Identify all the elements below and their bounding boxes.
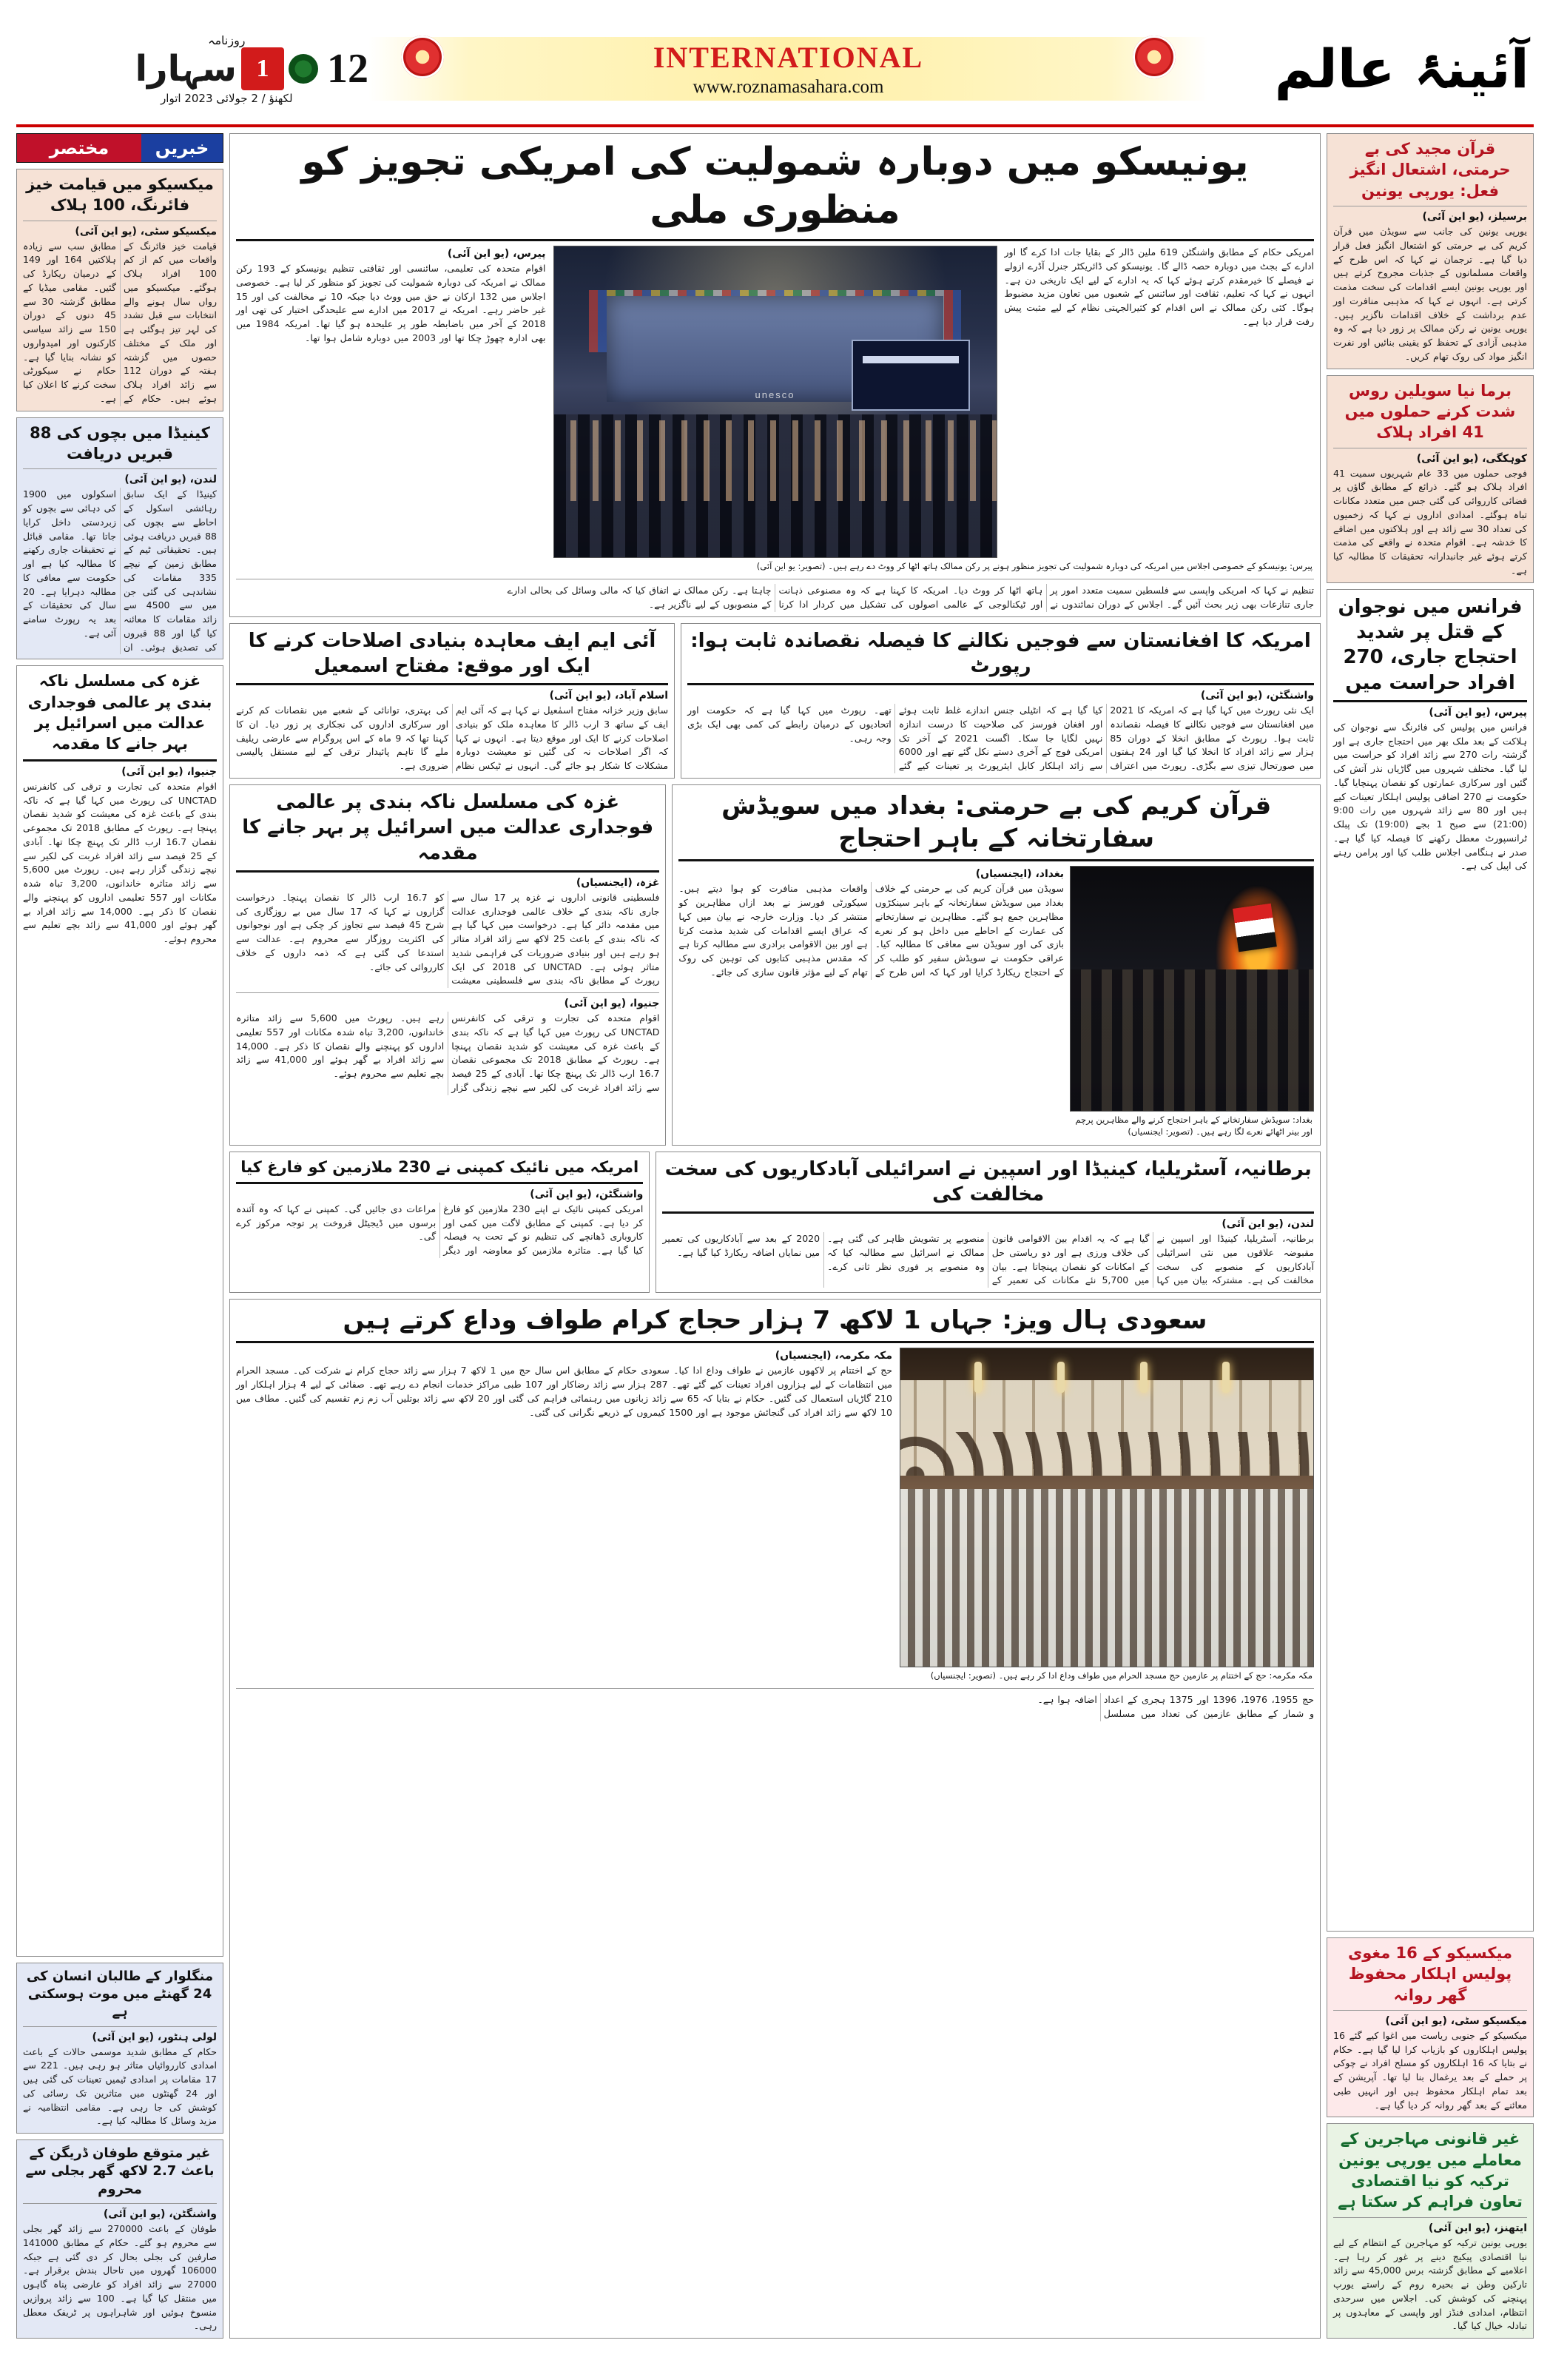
article-body: یورپی یونین کی جانب سے سویڈن میں قرآن کریم کی بے حرمتی کو اشتعال انگیز فعل قرار دیا گیا ہے۔ ترجمان نے کہا کہ اس طرح کے واقعات مسلمانوں کے جذبات مجروح کرتے ہیں اور یورپی یونین ایسے اقدامات کی سخت مذمت کرتی ہے۔ انہوں نے کہا کہ مذہبی منافرت اور عدم برداشت کے خلاف اقدامات ناگزیر ہیں۔ یورپی یونین نے رکن ممالک پر زور دیا ہے کہ وہ مذہبی آزادی کے تحفظ کو یقینی بنائیں اور نفرت انگیز مواد کی روک تھام کریں۔	[1333, 226, 1527, 362]
article-body: حج کے اختتام پر لاکھوں عازمین نے طواف وداع ادا کیا۔ سعودی حکام کے مطابق اس سال حج میں 1 لاکھ 7 ہزار سے زائد حجاج کرام نے شرکت کی۔ مسجد الحرام میں انتظامات کے لیے ہزاروں افراد تعینات کیے گئے تھے۔ 287 ہزار سے زائد رضاکار اور 107 طبی مراکز خدمات انجام دے رہے تھے۔ صفائی کے لیے 4 ہزار اہلکار اور 210 گاڑیاں استعمال کی گئیں۔ حکام نے بتایا کہ 65 سے زائد زبانوں میں رہنمائی فراہم کی گئی اور 20 لاکھ سے زائد بوتلیں آب زم زم تقسیم کی گئیں۔ مطاف میں 10 لاکھ سے زائد افراد کی گنجائش موجود ہے اور 1500 کیمروں کے ذریعے نگرانی کی گئی۔	[236, 1365, 893, 1418]
sidebar-right-item-1	[16, 417, 223, 660]
story-flood	[16, 2139, 223, 2339]
article-body: میکسیکو کے جنوبی ریاست میں اغوا کیے گئے 16 پولیس اہلکاروں کو بازیاب کرا لیا گیا ہے۔ حکام نے بتایا کہ 16 اہلکاروں کو مسلح افراد نے چوکی پر حملے کے بعد یرغمال بنا لیا تھا۔ آپریشن کے بعد تمام اہلکار محفوظ ہیں اور انہیں طبی معائنے کے بعد گھر روانہ کر دیا گیا ہے۔	[1333, 2029, 1527, 2111]
photo-screen	[852, 340, 969, 411]
photo-raised-hands	[554, 420, 997, 501]
logo-wordmark: سہارا	[135, 47, 237, 90]
byline: میکسیکو سٹی، (یو این آئی)	[1385, 2014, 1527, 2027]
headline: غیر قانونی مہاجرین کے معاملے میں یورپی یونین ترکیہ کو نیا اقتصادی تعاون فراہم کر سکتا ہے	[1338, 2130, 1523, 2211]
byline: لولی ہنٹور، (یو این آئی)	[92, 2031, 217, 2043]
photo-lamp-4-icon	[1222, 1362, 1230, 1393]
byline: لندن، (یو این آئی)	[1222, 1218, 1314, 1231]
sidebar-left	[1327, 133, 1534, 2339]
lead-paragraph-3: تنظیم نے کہا کہ امریکی واپسی سے فلسطین سمیت متعدد امور پر جاری تنازعات بھی زیر بحث آئیں گے۔ اجلاس کے دوران نمائندوں نے ہاتھ اٹھا کر ووٹ دیا۔ امریکہ کا کہنا ہے کہ وہ مصنوعی ذہانت اور ٹیکنالوجی کے عالمی اصولوں کی تشکیل میں کردار ادا کرنا چاہتا ہے۔ رکن ممالک نے اتفاق کیا کہ مالی وسائل کی بحالی ادارے کے منصوبوں کے لیے ناگزیر ہے۔	[507, 585, 1314, 610]
newspaper-logo	[135, 33, 318, 105]
story-hajj	[229, 1299, 1321, 2339]
photo-lamp-1-icon	[974, 1362, 982, 1393]
article-body: حکام کے مطابق شدید موسمی حالات کے باعث امدادی کارروائیاں متاثر ہو رہی ہیں۔ 221 سے 17 مقامات پر امدادی ٹیمیں تعینات کی گئی ہیں اور 24 گھنٹوں میں متاثرین تک رسائی کی کوشش کی جا رہی ہے۔ مقامی انتظامیہ نے مزید وسائل کا مطالبہ کیا ہے۔	[23, 2045, 217, 2127]
headline: فرانس میں نوجوان کے قتل پر شدید احتجاج جاری، 270 افراد حراست میں	[1338, 595, 1523, 694]
hajj-photo	[900, 1348, 1314, 1667]
lead-headline: یونیسکو میں دوبارہ شمولیت کی امریکی تجویز کو منظوری ملی	[301, 140, 1249, 232]
byline: لندن، (یو این آئی)	[124, 474, 217, 486]
story-quran-protest	[672, 784, 1321, 1146]
masthead-section-title-urdu	[1208, 13, 1534, 124]
byline: برسیلز، (یو این آئی)	[1422, 211, 1527, 223]
article-body: یورپی یونین ترکیہ کو مہاجرین کے انتظام کے لیے نیا اقتصادی پیکیج دینے پر غور کر رہا ہے۔ اعلامیے کے مطابق گزشتہ برس 45,000 سے زائد تارکین وطن نے بحیرہ روم کے راستے یورپ پہنچنے کی کوشش کی۔ اجلاس میں سرحدی انتظام، امدادی فنڈز اور واپسی کے معاہدوں پر تبادلہ خیال کیا گیا۔	[1333, 2236, 1527, 2332]
story-gaza-sidebar	[16, 665, 223, 1956]
headline: غیر متوقع طوفان ڈریگن کے باعث 2.7 لاکھ گھر بجلی سے محروم	[25, 2145, 215, 2197]
photo-pilgrims	[900, 1489, 1313, 1667]
byline: غزہ، (ایجنسیاں)	[576, 876, 660, 889]
lead-story	[229, 133, 1321, 617]
sidebar-right-item-0	[16, 169, 223, 411]
article-body: سویڈن میں قرآن کریم کی بے حرمتی کے خلاف بغداد میں سویڈش سفارتخانہ کے باہر سینکڑوں مظاہرین جمع ہو گئے۔ مظاہرین نے سفارتخانے کی عمارت کے احاطے میں داخل ہو کر نعرے بازی کی اور سویڈن سے معافی کا مطالبہ کیا۔ عراقی حکومت نے سویڈش سفیر کو طلب کر کے احتجاج ریکارڈ کرایا اور کہا کہ اس طرح کے واقعات مذہبی منافرت کو ہوا دیتے ہیں۔ سیکورٹی فورسز نے بعد ازاں مظاہرین کو منتشر کر دیا۔ وزارت خارجہ نے بیان میں کہا کہ عراق ایسے اقدامات کی شدید مذمت کرتا ہے اور بین الاقوامی برادری سے مطالبہ کرتا ہے کہ مقدس مذہبی کتابوں کی توہین کی روک تھام کے لیے مؤثر قانون سازی کی جائے۔	[678, 883, 1064, 978]
article-body-unctad: اقوام متحدہ کی تجارت و ترقی کی کانفرنس UNCTAD کی رپورٹ میں کہا گیا ہے کہ ناکہ بندی کے باعث غزہ کی معیشت کو شدید نقصان پہنچا ہے۔ رپورٹ کے مطابق 2018 تک مجموعی نقصان 16.7 ارب ڈالر تک پہنچ چکا تھا۔ آبادی کے 25 فیصد سے زائد افراد غربت کی لکیر سے نیچے زندگی گزار رہے ہیں۔ رپورٹ میں 5,600 سے زائد متاثرہ خاندانوں، 3,200 تباہ شدہ مکانات اور 557 تعلیمی اداروں کو پہنچنے والے نقصان کا ذکر ہے۔ 14,000 سے زائد افراد بے گھر ہوئے اور 41,000 سے زائد بچے تعلیم سے محروم ہوئے۔	[236, 1012, 660, 1093]
article-body: ایک نئی رپورٹ میں کہا گیا ہے کہ امریکہ کا 2021 میں افغانستان سے فوجیں نکالنے کا فیصلہ نقصاندہ ثابت ہوا۔ رپورٹ کے مطابق انخلا کے دوران 85 ہزار سے زائد افراد کا انخلا کیا گیا اور 24 ہفتوں میں صورتحال تیزی سے بگڑی۔ رپورٹ میں اعتراف کیا گیا ہے کہ انٹیلی جنس اندازے غلط ثابت ہوئے اور افغان فورسز کی صلاحیت کا درست اندازہ نہیں لگایا جا سکا۔ اگست 2021 کے آخر تک امریکی فوج کے آخری دستے نکل گئے تھے اور 6000 سے زائد اہلکار کابل ایئرپورٹ پر تعینات کیے گئے تھے۔ رپورٹ میں کہا گیا ہے کہ حکومت اور اتحادیوں کے درمیان رابطے کی کمی بھی ایک بڑی وجہ رہی۔	[687, 705, 1314, 772]
byline-unctad: جنیوا، (یو این آئی)	[564, 998, 660, 1010]
lead-byline: پیرس، (یو این آئی)	[447, 248, 546, 260]
story-imf	[229, 623, 675, 779]
story-france	[1327, 589, 1534, 1932]
article-body: فلسطینی قانونی اداروں نے غزہ پر 17 سال سے جاری ناکہ بندی کے خلاف عالمی فوجداری عدالت میں مقدمہ دائر کیا ہے۔ درخواست میں کہا گیا ہے کہ ناکہ بندی کے باعث 25 لاکھ سے زائد افراد متاثر ہو رہے ہیں اور بنیادی ضروریات کی فراہمی شدید متاثر ہوئی ہے۔ UNCTAD کی 2018 کی ایک رپورٹ کے مطابق ناکہ بندی سے فلسطینی معیشت کو 16.7 ارب ڈالر کا نقصان پہنچا۔ درخواست گزاروں نے کہا کہ 17 سال میں بے روزگاری کی شرح 45 فیصد سے تجاوز کر چکی ہے اور نوجوانوں کی اکثریت روزگار سے محروم ہے۔ عدالت سے استدعا کی گئی ہے کہ ذمہ داروں کے خلاف کارروائی کی جائے۔	[236, 891, 660, 986]
headline: کینیڈا میں بچوں کی 88 قبریں دریافت	[30, 423, 210, 463]
sidebar-left-item-0	[1327, 133, 1534, 369]
sidebar-left-item-2	[1327, 1937, 1534, 2118]
photo-lamp-2-icon	[1057, 1362, 1065, 1393]
story-israel-settlements	[656, 1152, 1321, 1294]
article-body: فرانس میں پولیس کی فائرنگ سے نوجوان کی ہلاکت کے بعد ملک بھر میں احتجاج جاری ہے اور گزشتہ رات 270 سے زائد افراد کو حراست میں لیا گیا۔ مختلف شہروں میں گاڑیاں نذر آتش کی گئیں اور سرکاری عمارتوں کو نقصان پہنچایا گیا۔ حکومت نے 270 اضافی پولیس اہلکار تعینات کیے ہیں اور 80 سے زائد شہروں میں رات 9:00 (21:00) سے صبح 1 بجے (19:00) تک پبلک ٹرانسپورٹ معطل رکھنے کا فیصلہ کیا گیا ہے۔ صدر نے ہنگامی اجلاس طلب کیا اور پرامن رہنے کی اپیل کی ہے۔	[1333, 721, 1528, 872]
headline: منگلوار کے طالبان انسان کی 24 گھنٹے میں موت ہوسکتی ہے	[26, 1968, 214, 2020]
section-title-english: INTERNATIONAL	[653, 41, 924, 74]
page-body	[16, 133, 1534, 2339]
byline: بغداد، (ایجنسیاں)	[975, 868, 1064, 881]
logo-emblem-icon	[289, 54, 318, 84]
story-afghan-quake	[16, 1963, 223, 2134]
headline: غزہ کی مسلسل ناکہ بندی پر عالمی فوجداری عدالت میں اسرائیل پر بہر جانے کا مقدمہ	[242, 790, 654, 864]
headline: میکسیکو کے 16 مغوی پولیس اہلکار محفوظ گھر روانہ	[1347, 1943, 1513, 2004]
byline: میکسیکو سٹی، (یو این آئی)	[75, 225, 217, 238]
logo-top-text: روزنامہ	[208, 33, 246, 47]
article-body: سابق وزیر خزانہ مفتاح اسمٰعیل نے کہا ہے کہ آئی ایم ایف کے ساتھ 3 ارب ڈالر کا معاہدہ ملک کو بنیادی اصلاحات کرنے کا ایک اور موقع دیتا ہے۔ انہوں نے کہا کہ اگر اصلاحات نہ کی گئیں تو معیشت دوبارہ مشکلات کا شکار ہو جائے گی۔ انہوں نے ٹیکس نظام کی بہتری، توانائی کے شعبے میں نقصانات کم کرنے اور سرکاری اداروں کی نجکاری پر زور دیا۔ ان کا کہنا تھا کہ 9 ماہ کے اس پروگرام سے عارضی ریلیف ملے گا تاہم پائیدار ترقی کے لیے مستقل پالیسی ضروری ہے۔	[236, 705, 669, 772]
protest-photo-caption: بغداد: سویڈش سفارتخانے کے باہر احتجاج کرنے والے مظاہرین پرچم اور بینر اٹھائے نعرے لگا رہے ہیں۔ (تصویر: ایجنسیاں)	[1075, 1115, 1313, 1137]
headline: قرآن مجید کی بے حرمتی، اشتعال انگیز فعل: یورپی یونین	[1349, 140, 1511, 200]
flower-ornament-left-icon	[401, 36, 444, 78]
section-title-urdu: آئینۂ عالم	[1274, 38, 1529, 100]
brief-news-label-blue: خبریں	[141, 134, 223, 162]
masthead-banner	[368, 37, 1208, 101]
lead-photo-caption: پیرس: یونیسکو کے خصوصی اجلاس میں امریکہ کی دوبارہ شمولیت کی تجویز منظور ہونے پر رکن ممالک ہاتھ اٹھا کر ووٹ دے رہے ہیں۔ (تصویر: یو این آئی)	[756, 561, 1313, 571]
article-body: فوجی حملوں میں 33 عام شہریوں سمیت 41 افراد ہلاک ہو گئے۔ ذرائع کے مطابق گاؤں پر فضائی کارروائی کی گئی جس میں متعدد مکانات تباہ ہوگئے۔ امدادی اداروں نے کہا کہ زخمیوں کی تعداد 30 سے زائد ہے اور ہلاکتوں میں اضافے کا خدشہ ہے۔ اقوام متحدہ نے واقعے کی مذمت کرتے ہوئے غیر جانبدارانہ تحقیقات کا مطالبہ کیا ہے۔	[1333, 467, 1527, 576]
flower-ornament-right-icon	[1133, 36, 1176, 78]
byline: واشنگٹن، (یو این آئی)	[103, 2208, 217, 2220]
headline: غزہ کی مسلسل ناکہ بندی پر عالمی فوجداری عدالت میں اسرائیل پر بہر جانے کا مقدمہ	[27, 672, 212, 753]
headline: امریکہ میں نائیک کمپنی نے 230 ملازمین کو فارغ کیا	[240, 1157, 639, 1176]
lead-paragraph-1: اقوام متحدہ کی تعلیمی، سائنسی اور ثقافتی تنظیم یونیسکو کے 193 رکن ممالک نے امریکہ کی دوبارہ شمولیت کی تجویز کو منظور کر لیا ہے۔ خصوصی اجلاس میں 132 ارکان نے حق میں ووٹ دیا جبکہ 10 نے مخالفت کی اور 15 غیر حاضر رہے۔ امریکہ نے 2017 میں ادارے سے علیحدگی اختیار کی تھی اور 2018 کے آخر میں باضابطہ طور پر علیحدہ ہو گیا تھا۔ امریکہ 1984 میں بھی ادارہ چھوڑ چکا تھا اور 2003 میں دوبارہ شامل ہوا تھا۔	[236, 263, 546, 343]
byline: کوہکگی، (یو این آئی)	[1416, 452, 1527, 465]
hajj-sub-note: حج 1955، 1976، 1396 اور 1375 ہجری کے اعداد و شمار کے مطابق عازمین کی تعداد میں مسلسل اضافہ ہوا ہے۔	[1037, 1694, 1314, 1720]
lead-photo	[553, 246, 997, 558]
byline: پیرس، (یو این آئی)	[1429, 706, 1527, 719]
photo-arches	[900, 1380, 1313, 1476]
masthead-left	[16, 13, 368, 124]
photo-unesco-label: unesco	[755, 389, 795, 401]
article-body: برطانیہ، آسٹریلیا، کینیڈا اور اسپین نے مقبوضہ علاقوں میں نئی اسرائیلی آبادکاریوں کے منصوبے کی سخت مخالفت کی ہے۔ مشترکہ بیان میں کہا گیا ہے کہ یہ اقدام بین الاقوامی قانون کی خلاف ورزی ہے اور دو ریاستی حل کے امکانات کو نقصان پہنچاتا ہے۔ بیان میں 5,700 نئے مکانات کی تعمیر کے منصوبے پر تشویش ظاہر کی گئی ہے۔ ممالک نے اسرائیل سے مطالبہ کیا کہ وہ منصوبے پر فوری نظر ثانی کرے۔ 2020 کے بعد سے آبادکاریوں کی تعمیر میں نمایاں اضافہ ریکارڈ کیا گیا ہے۔	[662, 1233, 1314, 1286]
brief-news-label-red: مختصر	[17, 134, 141, 162]
logo-badge: 1	[241, 47, 284, 90]
headline: آئی ایم ایف معاہدہ بنیادی اصلاحات کرنے کا ایک اور موقع: مفتاح اسمعیل	[248, 629, 656, 677]
headline: قرآن کریم کی بے حرمتی: بغداد میں سویڈش سفارتخانہ کے باہر احتجاج	[721, 790, 1272, 854]
masthead-center	[368, 13, 1208, 124]
story-nike	[229, 1152, 650, 1294]
page-number: 12	[327, 46, 368, 92]
article-body: کینیڈا کے ایک سابق رہائشی اسکول کے احاطے سے بچوں کی 88 قبریں دریافت ہوئی ہیں۔ تحقیقاتی ٹیم کے مطابق زمین کے نیچے 335 مقامات کی نشاندہی کی گئی جن میں سے 4500 سے زائد مقامات کا معائنہ کیا گیا اور 88 قبروں کی تصدیق ہوئی۔ ان اسکولوں میں 1900 کی دہائی سے بچوں کو زبردستی داخل کرایا جاتا تھا۔ مقامی قبائل نے تحقیقات جاری رکھنے کا مطالبہ کیا ہے اور حکومت سے معافی کا مطالبہ دہرایا ہے۔ 20 سال کی تحقیقات کے بعد یہ رپورٹ سامنے آئی ہے۔	[23, 488, 217, 653]
protest-photo	[1070, 866, 1314, 1112]
sidebar-left-item-3	[1327, 2123, 1534, 2339]
article-body: طوفان کے باعث 270000 سے زائد گھر بجلی سے محروم ہو گئے۔ حکام کے مطابق 141000 صارفین کی بجلی بحال کر دی گئی ہے جبکہ 106000 گھروں میں تاحال بندش برقرار ہے۔ 27000 سے زائد افراد کو عارضی پناہ گاہوں میں منتقل کیا گیا ہے۔ 100 سے زائد پروازیں منسوخ ہوئیں اور شاہراہوں پر ٹریفک معطل رہی۔	[23, 2223, 217, 2332]
issue-date: لکھنؤ / 2 جولائی 2023 اتوار	[161, 91, 293, 105]
story-gaza	[229, 784, 666, 1146]
story-afghanistan	[681, 623, 1321, 779]
sidebar-right	[16, 133, 223, 2339]
photo-iraq-flag	[1233, 904, 1277, 952]
headline: میکسیکو میں قیامت خیز فائرنگ، 100 ہلاک	[26, 175, 214, 215]
byline: مکہ مکرمہ، (ایجنسیاں)	[775, 1350, 892, 1362]
byline: واشنگٹن، (یو این آئی)	[530, 1188, 644, 1200]
byline: واشنگٹن، (یو این آئی)	[1200, 690, 1314, 702]
website-url[interactable]: www.roznamasahara.com	[693, 77, 884, 97]
brief-news-header	[16, 133, 223, 163]
hajj-photo-caption: مکہ مکرمہ: حج کے اختتام پر عازمین حج مسجد الحرام میں طواف وداع ادا کر رہے ہیں۔ (تصویر: ایجنسیاں)	[930, 1670, 1313, 1681]
article-body: قیامت خیز فائرنگ کے واقعات میں کم از کم 100 افراد ہلاک ہوگئے۔ میکسیکو میں رواں سال ہونے والے انتخابات سے قبل تشدد کی لہر تیز ہوگئی ہے اور ملک کے مختلف حصوں میں گزشتہ ہفتہ کے دوران 112 سے زائد افراد ہلاک ہوئے ہیں۔ حکام کے مطابق سب سے زیادہ ہلاکتیں 164 اور 149 کے درمیان ریکارڈ کی گئیں۔ مقامی میڈیا کے مطابق گزشتہ 30 سے 45 دنوں کے دوران 150 سے زائد سیاسی کارکنوں اور امیدواروں کو نشانہ بنایا گیا ہے۔ حکام نے سیکورٹی سخت کرنے کا اعلان کیا ہے۔	[23, 240, 217, 404]
byline: اسلام آباد، (یو این آئی)	[549, 690, 669, 702]
lead-paragraph-2: امریکی حکام کے مطابق واشنگٹن 619 ملین ڈالر کے بقایا جات ادا کرے گا اور ادارے کے بجٹ میں دوبارہ حصہ ڈالے گا۔ یونیسکو کی ڈائریکٹر جنرل آڈرے ازولے نے فیصلے کا خیرمقدم کرتے ہوئے کہا کہ یہ ادارے کے لیے ایک تاریخی دن ہے۔ انہوں نے کہا کہ تعلیم، ثقافت اور سائنس کے شعبوں میں تعاون مزید مضبوط ہوگا۔ کئی رکن ممالک نے اس اقدام کو کثیرالجہتی نظام کے لیے مثبت پیش رفت قرار دیا ہے۔	[1004, 246, 1315, 327]
headline: برطانیہ، آسٹریلیا، کینیڈا اور اسپین نے اسرائیلی آبادکاریوں کی سخت مخالفت کی	[664, 1157, 1312, 1206]
byline: ایتھنز، (یو این آئی)	[1428, 2222, 1527, 2234]
article-body: امریکی کمپنی نائیک نے اپنے 230 ملازمین کو فارغ کر دیا ہے۔ کمپنی کے مطابق لاگت میں کمی اور کاروباری ڈھانچے کی تنظیم نو کے تحت یہ فیصلہ کیا گیا ہے۔ متاثرہ ملازمین کو معاوضہ اور دیگر مراعات دی جائیں گی۔ کمپنی نے کہا کہ وہ آئندہ برسوں میں ڈیجیٹل فروخت پر توجہ مرکوز کرے گی۔	[236, 1203, 644, 1257]
article-body: اقوام متحدہ کی تجارت و ترقی کی کانفرنس UNCTAD کی رپورٹ میں کہا گیا ہے کہ ناکہ بندی کے باعث غزہ کی معیشت کو شدید نقصان پہنچا ہے۔ رپورٹ کے مطابق 2018 تک مجموعی نقصان 16.7 ارب ڈالر تک پہنچ چکا تھا۔ آبادی کے 25 فیصد سے زائد افراد غربت کی لکیر سے نیچے زندگی گزار رہے ہیں۔ رپورٹ میں 5,600 سے زائد متاثرہ خاندانوں، 3,200 تباہ شدہ مکانات اور 557 تعلیمی اداروں کو پہنچنے والے نقصان کا ذکر ہے۔ 14,000 سے زائد افراد بے گھر ہوئے اور 41,000 سے زائد بچے تعلیم سے محروم ہوئے۔	[23, 780, 218, 944]
sidebar-left-item-1	[1327, 375, 1534, 583]
masthead	[16, 13, 1534, 127]
photo-lamp-3-icon	[1140, 1362, 1148, 1393]
headline: برما نیا سویلین روس شدت کرنے حملوں میں 41 افراد ہلاک	[1344, 381, 1516, 442]
headline: سعودی ہال ویز: جہاں 1 لاکھ 7 ہزار حجاج کرام طواف وداع کرتے ہیں	[343, 1305, 1207, 1336]
main-content	[229, 133, 1321, 2339]
byline: جنیوا، (یو این آئی)	[121, 765, 217, 778]
photo-protest-crowd	[1071, 969, 1313, 1111]
headline: امریکہ کا افغانستان سے فوجیں نکالنے کا فیصلہ نقصاندہ ثابت ہوا: رپورٹ	[690, 629, 1311, 677]
